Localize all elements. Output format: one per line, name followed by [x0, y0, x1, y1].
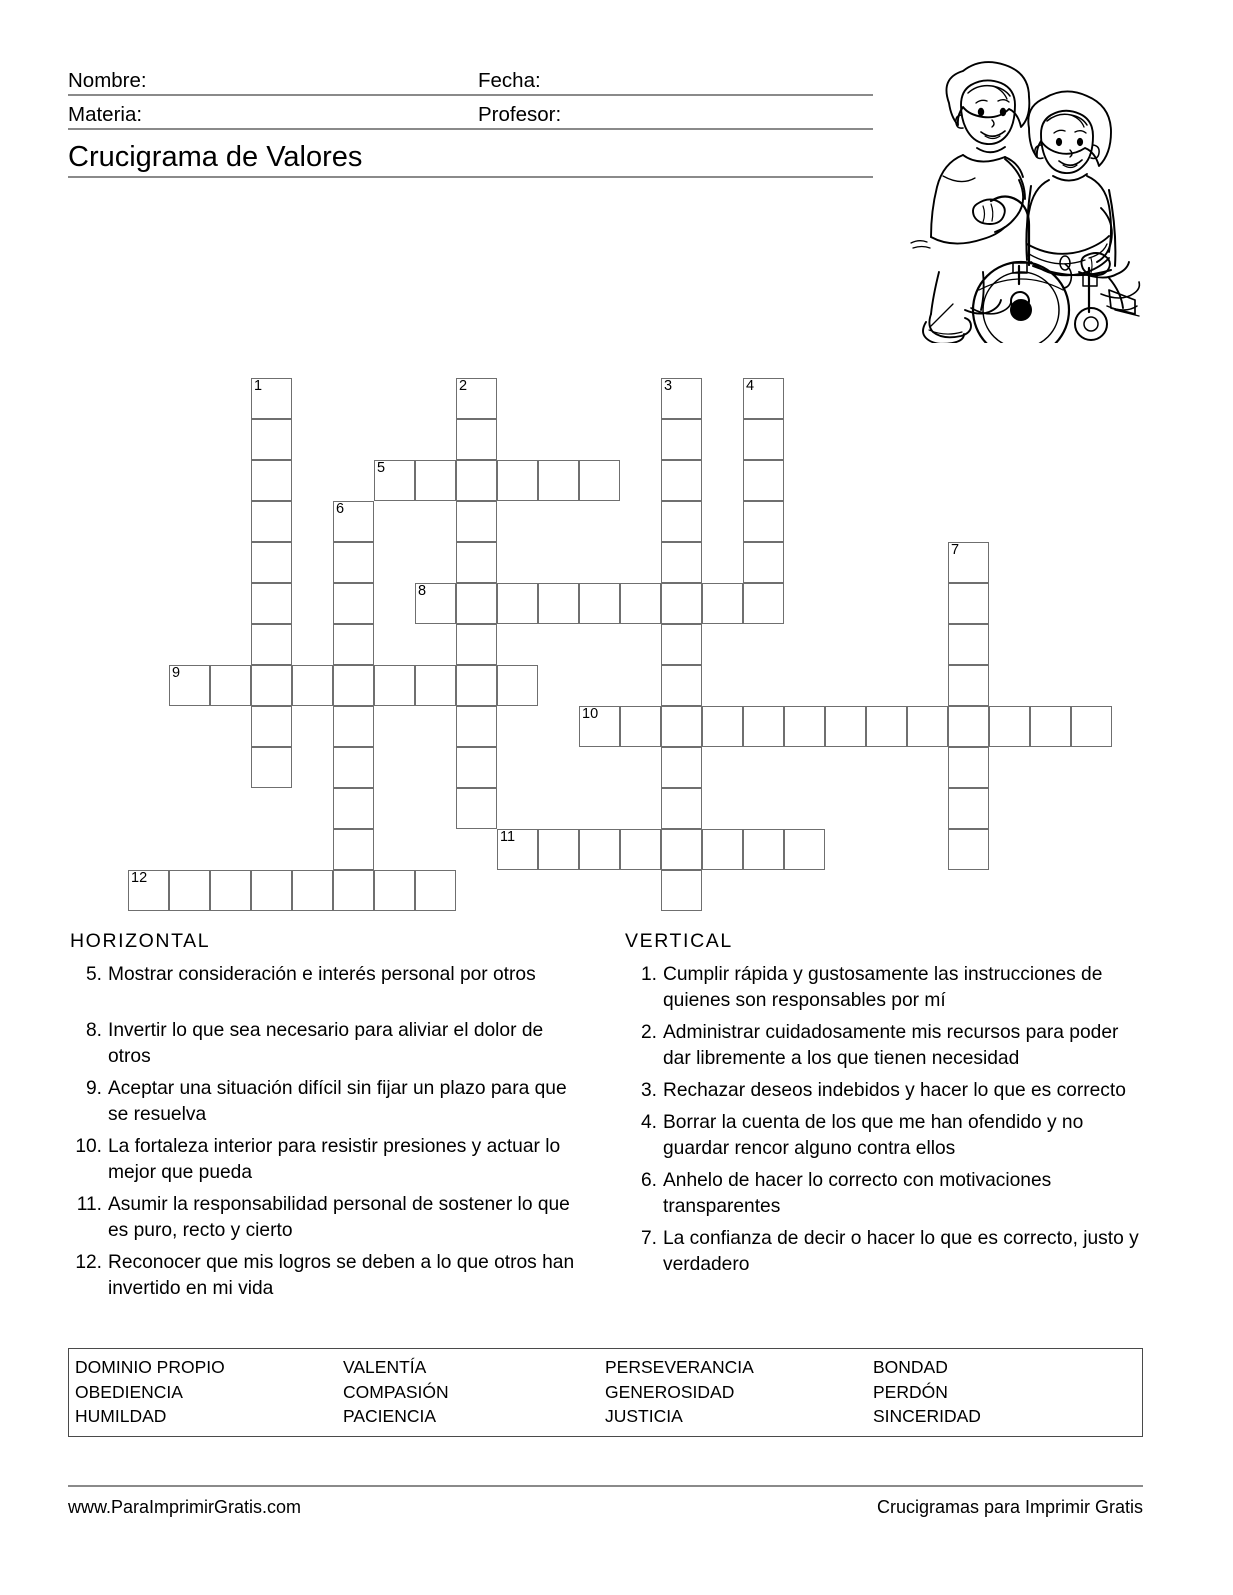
- crossword-cell[interactable]: [620, 829, 661, 870]
- clue-text: Aceptar una situación difícil sin fijar un plazo para que se resuelva: [108, 1078, 567, 1125]
- crossword-cell[interactable]: [907, 706, 948, 747]
- crossword-cell[interactable]: [579, 706, 620, 747]
- crossword-cell[interactable]: [333, 542, 374, 583]
- word-bank: [68, 1348, 1143, 1437]
- date-label: Fecha:: [478, 68, 541, 92]
- clue-text: Rechazar deseos indebidos y hacer lo que es correcto: [663, 1080, 1126, 1101]
- across-heading: HORIZONTAL: [70, 930, 211, 952]
- crossword-cell[interactable]: [743, 829, 784, 870]
- clue-text: Asumir la responsabilidad personal de sostener lo que es puro, recto y cierto: [108, 1194, 570, 1241]
- crossword-cell[interactable]: [866, 706, 907, 747]
- clue-text: Invertir lo que sea necesario para aliviar el dolor de otros: [108, 1020, 544, 1067]
- cell-number: 6: [336, 501, 345, 517]
- clue-item: [70, 1250, 590, 1302]
- clue-number: 11.: [76, 1194, 102, 1215]
- across-clue-list: [70, 962, 590, 1302]
- clue-item: [625, 1020, 1140, 1072]
- cell-number: 10: [582, 706, 599, 722]
- clue-number: 6.: [640, 1170, 657, 1191]
- crossword-cell[interactable]: [169, 665, 210, 706]
- crossword-cell[interactable]: [456, 501, 497, 542]
- crossword-cell[interactable]: [456, 419, 497, 460]
- crossword-cell[interactable]: [661, 419, 702, 460]
- crossword-cell[interactable]: [661, 829, 702, 870]
- cell-number: 12: [131, 870, 148, 886]
- crossword-cell[interactable]: [415, 460, 456, 501]
- down-heading: VERTICAL: [625, 930, 733, 952]
- crossword-cell[interactable]: [825, 706, 866, 747]
- crossword-cell[interactable]: [251, 501, 292, 542]
- crossword-cell[interactable]: [251, 665, 292, 706]
- page-footer: [68, 1485, 1143, 1518]
- crossword-cell[interactable]: [374, 460, 415, 501]
- word-bank-word: HUMILDAD: [75, 1406, 167, 1426]
- crossword-cell[interactable]: [251, 542, 292, 583]
- word-bank-word: PERDÓN: [873, 1381, 948, 1402]
- crossword-cell[interactable]: [251, 624, 292, 665]
- crossword-cell[interactable]: [661, 501, 702, 542]
- clue-text: Borrar la cuenta de los que me han ofendido y no guardar rencor alguno contra ellos: [663, 1112, 1084, 1159]
- crossword-cell[interactable]: [1071, 706, 1112, 747]
- crossword-cell[interactable]: [210, 870, 251, 911]
- clue-text: Anhelo de hacer lo correcto con motivaciones transparentes: [663, 1170, 1052, 1217]
- crossword-cell[interactable]: [661, 665, 702, 706]
- crossword-cell[interactable]: [497, 829, 538, 870]
- footer-website: www.ParaImprimirGratis.com: [68, 1497, 302, 1517]
- crossword-cell[interactable]: [333, 788, 374, 829]
- crossword-cell[interactable]: [292, 870, 333, 911]
- across-clues-column: [70, 930, 590, 1308]
- crossword-cell[interactable]: [620, 583, 661, 624]
- clue-number: 5.: [85, 964, 102, 985]
- clue-number: 7.: [640, 1228, 657, 1249]
- word-bank-word: GENEROSIDAD: [605, 1381, 735, 1402]
- crossword-cell[interactable]: [251, 378, 292, 419]
- crossword-cell[interactable]: [579, 829, 620, 870]
- crossword-cell[interactable]: [251, 706, 292, 747]
- crossword-cell[interactable]: [702, 829, 743, 870]
- crossword-cell[interactable]: [948, 788, 989, 829]
- word-bank-word: PACIENCIA: [343, 1406, 437, 1426]
- name-label: Nombre:: [68, 68, 147, 92]
- crossword-cell[interactable]: [333, 706, 374, 747]
- word-bank-word: COMPASIÓN: [343, 1381, 449, 1402]
- crossword-cell[interactable]: [538, 829, 579, 870]
- crossword-cell[interactable]: [292, 665, 333, 706]
- cell-number: 3: [664, 378, 673, 394]
- cell-number: 1: [254, 378, 263, 394]
- cell-number: 5: [377, 460, 386, 476]
- crossword-cell[interactable]: [989, 706, 1030, 747]
- crossword-cell[interactable]: [415, 583, 456, 624]
- crossword-cell[interactable]: [333, 829, 374, 870]
- crossword-cell[interactable]: [743, 501, 784, 542]
- subject-label: Materia:: [68, 102, 143, 126]
- crossword-cell[interactable]: [538, 583, 579, 624]
- crossword-cell[interactable]: [743, 542, 784, 583]
- crossword-cell[interactable]: [661, 583, 702, 624]
- crossword-cell[interactable]: [743, 419, 784, 460]
- clue-number: 2.: [640, 1022, 657, 1043]
- cell-number: 2: [459, 378, 468, 394]
- clue-item: [625, 1110, 1140, 1162]
- crossword-cell[interactable]: [456, 788, 497, 829]
- crossword-cell[interactable]: [251, 419, 292, 460]
- crossword-cell[interactable]: [661, 624, 702, 665]
- clue-item: [70, 962, 590, 988]
- cell-number: 11: [500, 829, 516, 845]
- crossword-cell[interactable]: [415, 870, 456, 911]
- crossword-cell[interactable]: [661, 542, 702, 583]
- crossword-cell[interactable]: [743, 583, 784, 624]
- crossword-cell[interactable]: [1030, 706, 1071, 747]
- crossword-cell[interactable]: [456, 583, 497, 624]
- crossword-cell[interactable]: [948, 665, 989, 706]
- word-bank-word: SINCERIDAD: [873, 1406, 981, 1426]
- word-bank-row: [69, 1380, 1142, 1405]
- crossword-cell[interactable]: [948, 542, 989, 583]
- down-clue-list: [625, 962, 1140, 1278]
- cell-number: 9: [172, 665, 181, 681]
- clue-number: 4.: [640, 1112, 657, 1133]
- crossword-cell[interactable]: [538, 460, 579, 501]
- crossword-cell[interactable]: [661, 706, 702, 747]
- clue-text: Administrar cuidadosamente mis recursos para poder dar libremente a los que tienen necesidad: [663, 1022, 1119, 1069]
- crossword-cell[interactable]: [456, 706, 497, 747]
- crossword-cell[interactable]: [456, 665, 497, 706]
- crossword-cell[interactable]: [784, 829, 825, 870]
- crossword-cell[interactable]: [251, 747, 292, 788]
- clue-number: 8.: [85, 1020, 102, 1041]
- crossword-cell[interactable]: [743, 706, 784, 747]
- cell-number: 7: [951, 542, 960, 558]
- crossword-cell[interactable]: [251, 870, 292, 911]
- crossword-cell[interactable]: [456, 542, 497, 583]
- clue-text: La fortaleza interior para resistir presiones y actuar lo mejor que pueda: [108, 1136, 561, 1183]
- crossword-cell[interactable]: [579, 460, 620, 501]
- word-bank-word: BONDAD: [873, 1357, 948, 1377]
- page-title: Crucigrama de Valores: [68, 141, 363, 173]
- crossword-cell[interactable]: [333, 747, 374, 788]
- clue-number: 1.: [640, 964, 657, 985]
- crossword-cell[interactable]: [251, 583, 292, 624]
- crossword-cell[interactable]: [661, 378, 702, 419]
- clue-item: [625, 962, 1140, 1014]
- crossword-cell[interactable]: [702, 706, 743, 747]
- crossword-cell[interactable]: [333, 583, 374, 624]
- crossword-cell[interactable]: [948, 583, 989, 624]
- clue-item: [625, 1078, 1140, 1104]
- clue-text: Mostrar consideración e interés personal por otros: [108, 964, 536, 985]
- word-bank-row: [69, 1355, 1142, 1380]
- clue-item: [70, 1076, 590, 1128]
- word-bank-word: VALENTÍA: [343, 1357, 427, 1377]
- crossword-cell[interactable]: [456, 624, 497, 665]
- cell-number: 4: [746, 378, 755, 394]
- crossword-cell[interactable]: [374, 665, 415, 706]
- crossword-cell[interactable]: [743, 460, 784, 501]
- crossword-cell[interactable]: [374, 870, 415, 911]
- crossword-cell[interactable]: [456, 747, 497, 788]
- crossword-cell[interactable]: [948, 747, 989, 788]
- crossword-cell[interactable]: [948, 829, 989, 870]
- crossword-cell[interactable]: [415, 665, 456, 706]
- crossword-cell[interactable]: [497, 460, 538, 501]
- crossword-cell[interactable]: [579, 583, 620, 624]
- clue-number: 3.: [640, 1080, 657, 1101]
- crossword-cell[interactable]: [333, 501, 374, 542]
- clue-number: 9.: [85, 1078, 102, 1099]
- crossword-cell[interactable]: [948, 706, 989, 747]
- footer-tagline: Crucigramas para Imprimir Gratis: [876, 1497, 1143, 1517]
- clue-text: La confianza de decir o hacer lo que es correcto, justo y verdadero: [663, 1228, 1139, 1275]
- word-bank-row: [69, 1404, 1142, 1429]
- word-bank-word: OBEDIENCIA: [75, 1381, 183, 1402]
- crossword-cell[interactable]: [333, 870, 374, 911]
- crossword-cell[interactable]: [661, 460, 702, 501]
- clue-text: Reconocer que mis logros se deben a lo que otros han invertido en mi vida: [108, 1252, 575, 1299]
- crossword-cell[interactable]: [784, 706, 825, 747]
- word-bank-word: JUSTICIA: [605, 1406, 683, 1426]
- clue-item: [625, 1168, 1140, 1220]
- crossword-cell[interactable]: [456, 460, 497, 501]
- crossword-cell[interactable]: [661, 788, 702, 829]
- crossword-cell[interactable]: [948, 624, 989, 665]
- crossword-cell[interactable]: [210, 665, 251, 706]
- crossword-cell[interactable]: [333, 624, 374, 665]
- word-bank-word: DOMINIO PROPIO: [75, 1357, 225, 1377]
- down-clues-column: [625, 930, 1140, 1284]
- crossword-cell[interactable]: [497, 583, 538, 624]
- crossword-cell[interactable]: [497, 665, 538, 706]
- crossword-cell[interactable]: [456, 378, 497, 419]
- crossword-cell[interactable]: [251, 460, 292, 501]
- clue-number: 10.: [75, 1136, 102, 1157]
- crossword-cell[interactable]: [128, 870, 169, 911]
- crossword-cell[interactable]: [333, 665, 374, 706]
- crossword-cell[interactable]: [169, 870, 210, 911]
- clue-number: 12.: [75, 1252, 102, 1273]
- crossword-cell[interactable]: [661, 870, 702, 911]
- crossword-cell[interactable]: [661, 747, 702, 788]
- clue-text: Cumplir rápida y gustosamente las instrucciones de quienes son responsables por mí: [663, 964, 1103, 1011]
- teacher-label: Profesor:: [478, 102, 562, 126]
- clue-item: [70, 1134, 590, 1186]
- word-bank-word: PERSEVERANCIA: [605, 1357, 754, 1377]
- clue-item: [70, 1018, 590, 1070]
- clue-item: [70, 1192, 590, 1244]
- crossword-cell[interactable]: [702, 583, 743, 624]
- cell-number: 8: [418, 583, 427, 599]
- crossword-cell[interactable]: [620, 706, 661, 747]
- clue-item: [625, 1226, 1140, 1278]
- crossword-cell[interactable]: [743, 378, 784, 419]
